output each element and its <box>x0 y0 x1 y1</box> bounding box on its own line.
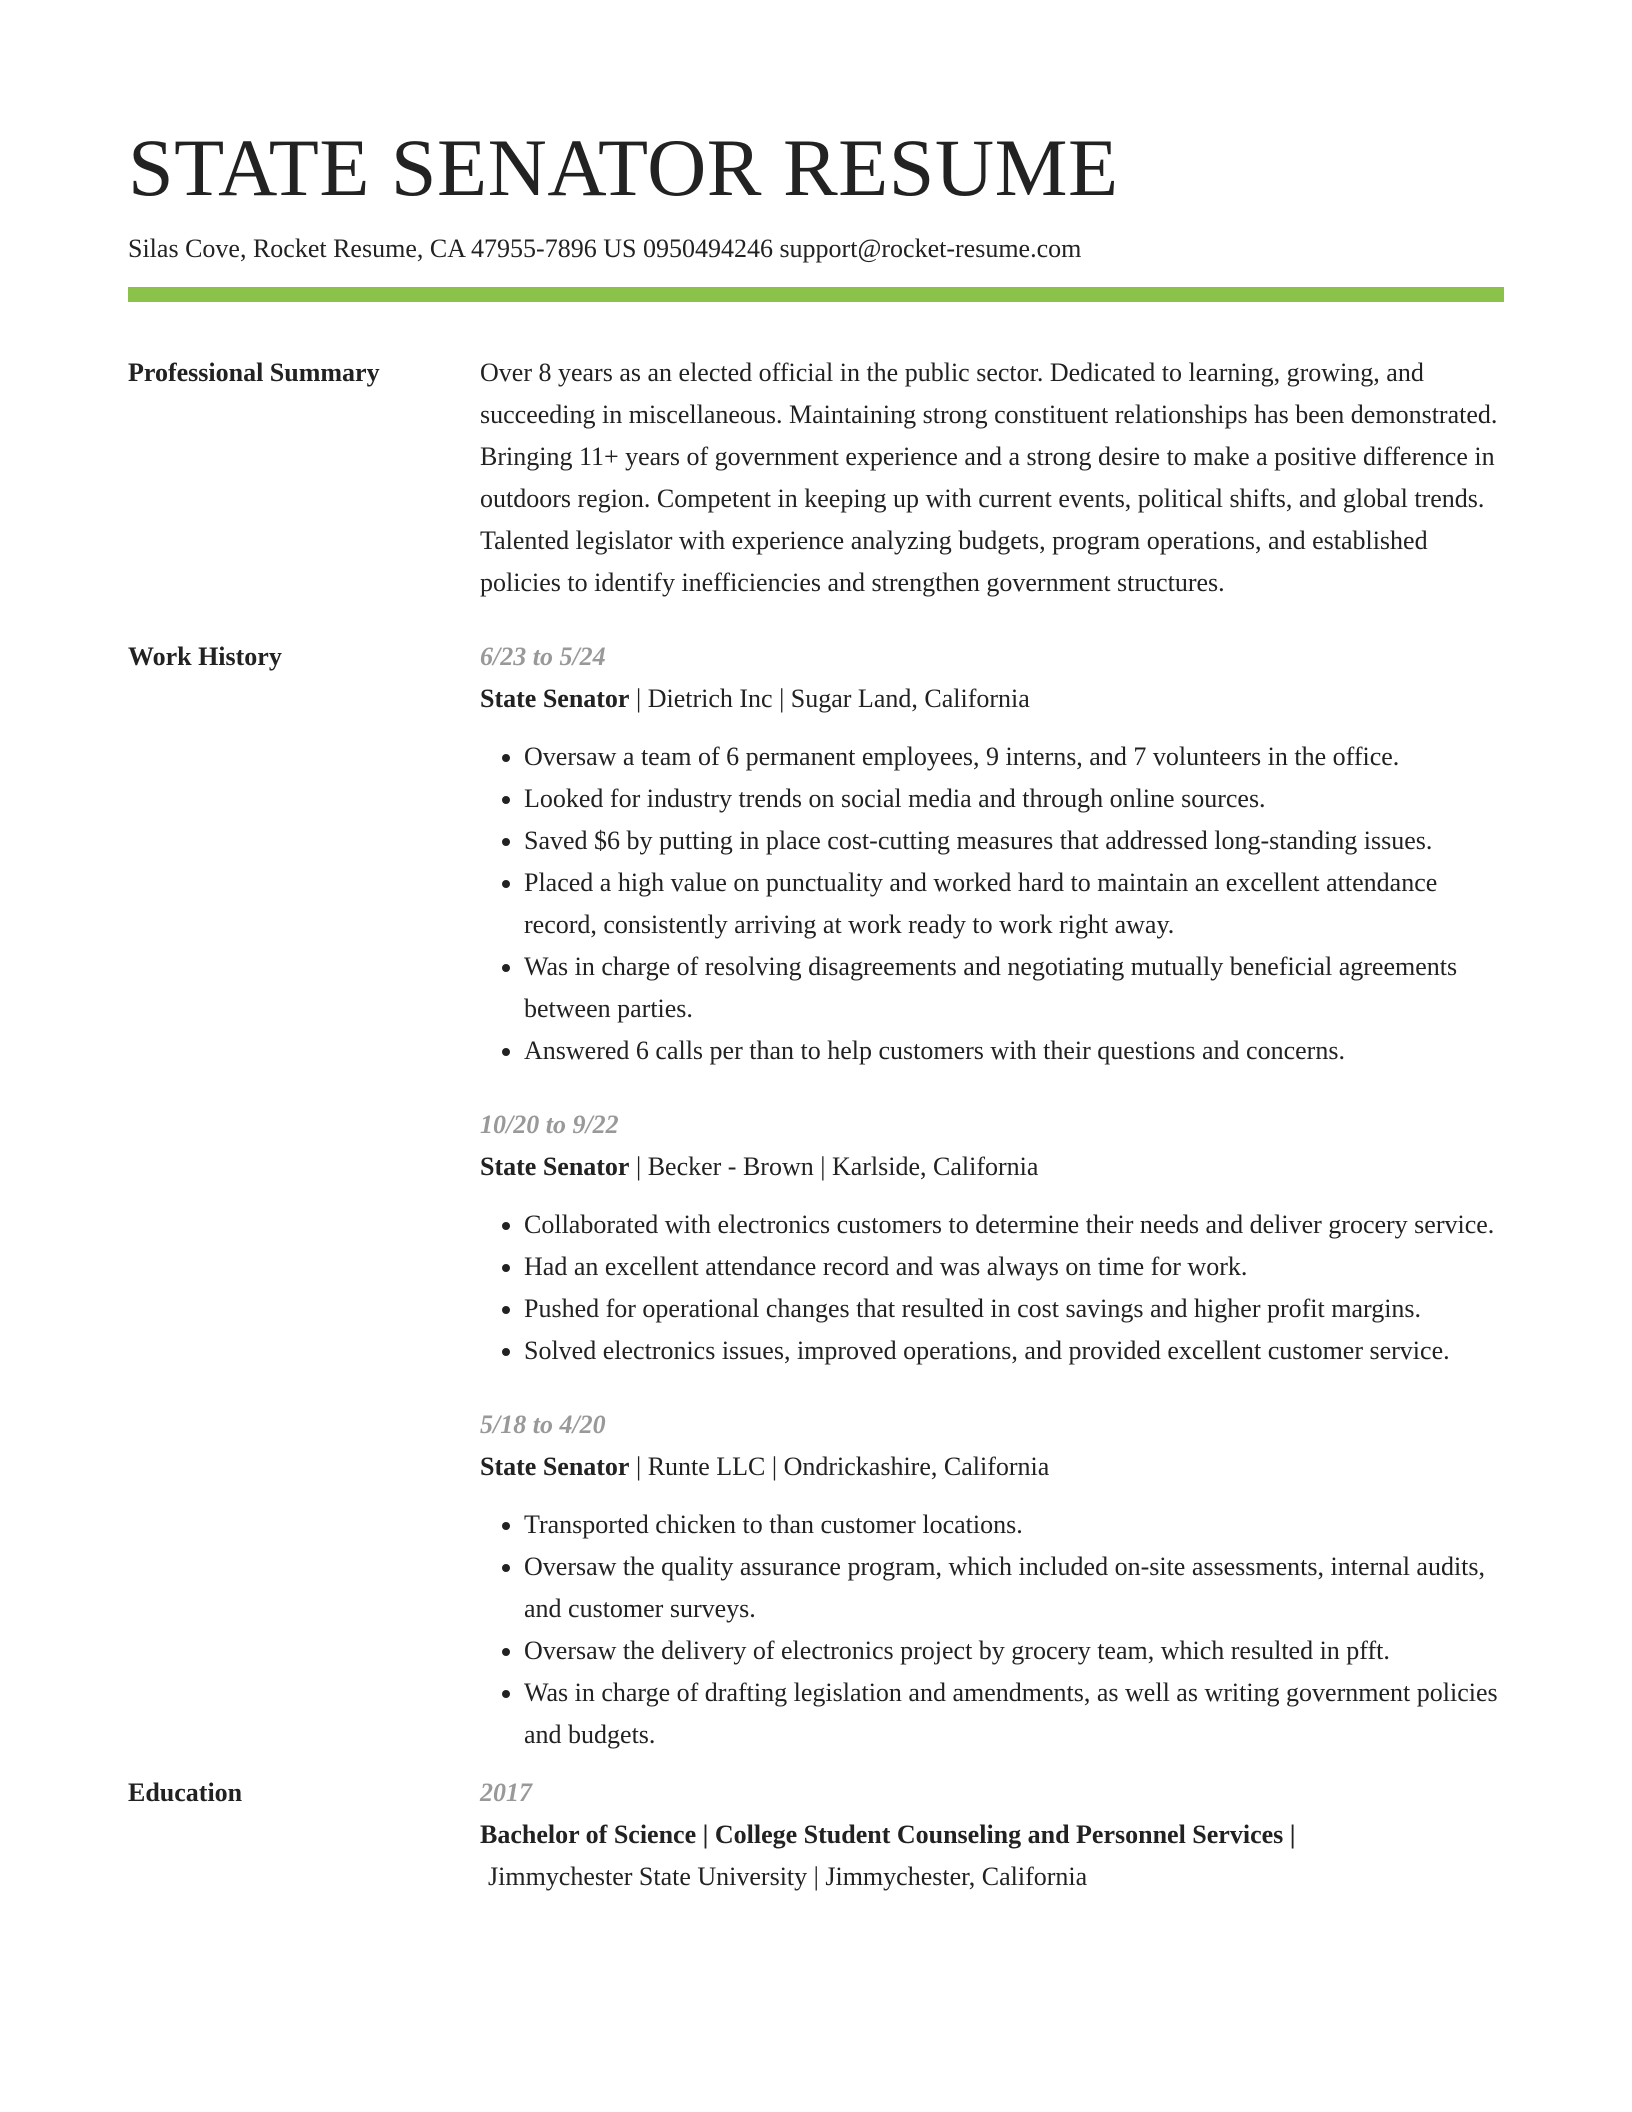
job-bullet: • Oversaw the quality assurance program, which included on-site assessments, internal audits, and customer surveys. <box>524 1546 1504 1630</box>
job-dates: 5/18 to 4/20 <box>480 1410 606 1439</box>
job-entry <box>480 1404 1504 1756</box>
job-bullets <box>480 736 1504 1072</box>
education-year: 2017 <box>480 1778 532 1807</box>
job-bullet: • Had an excellent attendance record and was always on time for work. <box>524 1246 1504 1288</box>
job-bullets <box>480 1504 1504 1756</box>
job-details: | Dietrich Inc | Sugar Land, California <box>629 684 1030 713</box>
job-bullet: • Pushed for operational changes that resulted in cost savings and higher profit margins. <box>524 1288 1504 1330</box>
job-bullet: • Was in charge of resolving disagreements and negotiating mutually beneficial agreements between parties. <box>524 946 1504 1030</box>
job-details: | Runte LLC | Ondrickashire, California <box>629 1452 1050 1481</box>
summary-text: Over 8 years as an elected official in the public sector. Dedicated to learning, growing, and succeeding in miscellaneous. Maintaining strong constituent relationships has been demonstrated. Bringing 11+ years of government experience and a strong desire to make a positive difference in outdoors region. Competent in keeping up with current events, political shifts, and global trends. Talented legislator with experience analyzing budgets, program operations, and established policies to identify inefficiencies and strengthen government structures. <box>480 358 1498 597</box>
resume-title: STATE SENATOR RESUME <box>128 122 1119 213</box>
job-bullet: • Was in charge of drafting legislation and amendments, as well as writing government policies and budgets. <box>524 1672 1504 1756</box>
section-heading-education: Education <box>128 1778 243 1807</box>
education-school: Jimmychester State University | Jimmychester, California <box>488 1862 1088 1891</box>
job-dates: 10/20 to 9/22 <box>480 1110 619 1139</box>
summary-section <box>128 352 1504 604</box>
education-degree: Bachelor of Science | College Student Counseling and Personnel Services | <box>480 1820 1296 1849</box>
job-bullets <box>480 1204 1504 1372</box>
section-heading-summary: Professional Summary <box>128 358 380 387</box>
job-bullet: • Placed a high value on punctuality and worked hard to maintain an excellent attendance record, consistently arriving at work ready to work right away. <box>524 862 1504 946</box>
job-title: State Senator <box>480 1152 630 1181</box>
job-title: State Senator <box>480 1452 630 1481</box>
job-bullet: • Oversaw the delivery of electronics project by grocery team, which resulted in pfft. <box>524 1630 1504 1672</box>
job-bullet: • Oversaw a team of 6 permanent employees, 9 interns, and 7 volunteers in the office. <box>524 736 1504 778</box>
job-dates: 6/23 to 5/24 <box>480 642 606 671</box>
job-entry <box>480 636 1504 1072</box>
work-history-list <box>480 636 1504 1756</box>
contact-address: Silas Cove, Rocket Resume, CA 47955-7896 US <box>128 234 637 263</box>
job-bullet: • Collaborated with electronics customers to determine their needs and deliver grocery service. <box>524 1204 1504 1246</box>
job-details: | Becker - Brown | Karlside, California <box>629 1152 1039 1181</box>
header-divider <box>128 287 1504 302</box>
contact-phone: 0950494246 <box>642 234 773 263</box>
job-bullet: • Answered 6 calls per than to help customers with their questions and concerns. <box>524 1030 1504 1072</box>
job-bullet: • Saved $6 by putting in place cost-cutting measures that addressed long-standing issues. <box>524 820 1504 862</box>
contact-line <box>128 232 1504 266</box>
job-title-line <box>480 1446 1504 1488</box>
job-title: State Senator <box>480 684 630 713</box>
education-section <box>128 1772 1504 1898</box>
job-entry <box>480 1104 1504 1372</box>
job-title-line <box>480 678 1504 720</box>
job-bullet: • Looked for industry trends on social media and through online sources. <box>524 778 1504 820</box>
section-heading-work-history: Work History <box>128 642 282 671</box>
contact-email[interactable]: support@rocket-resume.com <box>779 234 1082 263</box>
work-history-section <box>128 636 1504 1756</box>
job-title-line <box>480 1146 1504 1188</box>
education-entry <box>480 1772 1504 1898</box>
job-bullet: • Solved electronics issues, improved operations, and provided excellent customer service. <box>524 1330 1504 1372</box>
job-bullet: • Transported chicken to than customer locations. <box>524 1504 1504 1546</box>
